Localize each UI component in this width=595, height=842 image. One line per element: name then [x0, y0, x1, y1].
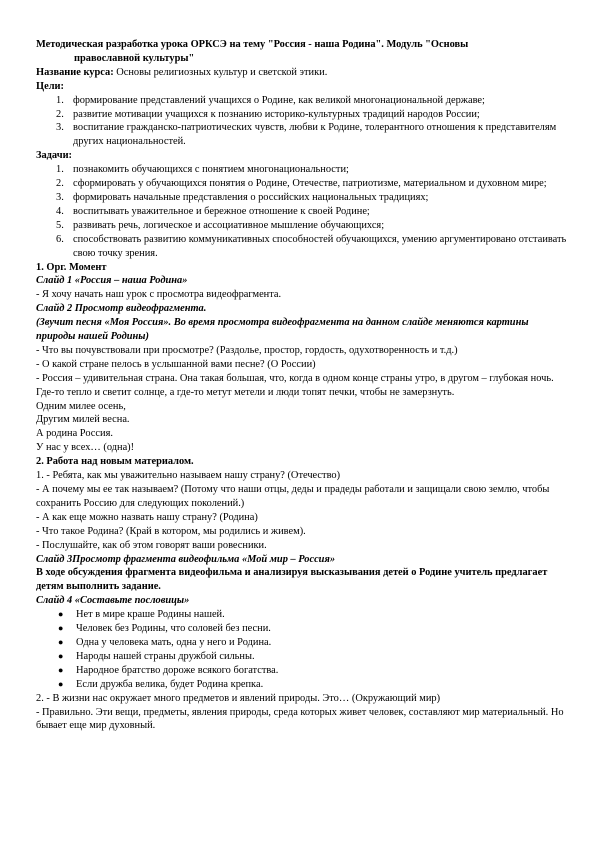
section-1-heading: 1. Орг. Момент [36, 261, 107, 273]
slide-4-heading: Слайд 4 «Составьте пословицы» [36, 595, 190, 607]
list-item [36, 650, 567, 664]
paragraph: - Что вы почувствовали при просмотре? (Раздолье, простор, гордость, одухотворенность и т.д.) [36, 344, 458, 356]
paragraph: - Послушайте, как об этом говорят ваши ровесники. [36, 539, 267, 551]
paragraph: - Я хочу начать наш урок с просмотра видеофрагмента. [36, 289, 282, 301]
proverbs-list [36, 608, 567, 691]
list-item [36, 608, 567, 622]
list-number: 1. [56, 164, 64, 176]
poem-line: Одним милее осень, [36, 400, 126, 412]
slide-2-heading: Слайд 2 Просмотр видеофрагмента. [36, 303, 207, 315]
tasks-heading: Задачи: [36, 150, 73, 162]
list-item-text: Нет в мире краше Родины нашей. [76, 609, 225, 621]
slide-2-note: (Звучит песня «Моя Россия». Во время просмотра видеофрагмента на данном слайде меняются картины природы нашей Родины) [36, 317, 529, 343]
list-item-text: Человек без Родины, что соловей без песни. [76, 623, 271, 635]
title-line-2: православной культуры" [74, 52, 195, 64]
list-number: 2. [56, 178, 64, 190]
poem-line: Другим милей весна. [36, 414, 130, 426]
list-item [36, 163, 567, 177]
paragraph: 2. - В жизни нас окружает много предметов и явлений природы. Это… (Окружающий мир) [36, 692, 441, 704]
bullet-icon: ● [58, 664, 64, 675]
paragraph: - Правильно. Эти вещи, предметы, явления природы, среда которых живет человек, составляют мир материальный. Но бывает еще мир духовный. [36, 706, 564, 732]
list-item [36, 664, 567, 678]
list-number: 2. [56, 108, 64, 120]
slide-1-heading: Слайд 1 «Россия – наша Родина» [36, 275, 188, 287]
list-item-text: развитие мотивации учащихся к познанию историко-культурных традиций народов России; [73, 108, 480, 120]
document-page [36, 38, 567, 733]
list-item-text: формировать начальные представления о российских национальных традициях; [73, 191, 429, 203]
list-number: 6. [56, 233, 64, 245]
list-item [36, 177, 567, 191]
bullet-icon: ● [58, 678, 64, 689]
list-item-text: познакомить обучающихся с понятием многонациональности; [73, 164, 349, 176]
bullet-icon: ● [58, 636, 64, 647]
list-item-text: сформировать у обучающихся понятия о Родине, Отечестве, патриотизме, материальном и духовном мире; [73, 178, 547, 190]
list-item-text: Народное братство дороже всякого богатства. [76, 664, 279, 676]
tasks-list [36, 163, 567, 260]
bullet-icon: ● [58, 623, 64, 634]
list-number: 4. [56, 205, 64, 217]
list-item-text: Народы нашей страны дружбой сильны. [76, 650, 255, 662]
paragraph: - О какой стране пелось в услышанной вами песне? (О России) [36, 358, 316, 370]
list-item [36, 233, 567, 261]
paragraph: 1. - Ребята, как мы уважительно называем нашу страну? (Отечество) [36, 470, 341, 482]
paragraph: - А почему мы ее так называем? (Потому что наши отцы, деды и прадеды работали и защищали свою землю, чтобы сохранить Россию для следующих поколений.) [36, 484, 550, 509]
bullet-icon: ● [58, 609, 64, 620]
paragraph: - А как еще можно назвать нашу страну? (Родина) [36, 511, 258, 523]
list-item-text: Одна у человека мать, одна у него и Родина. [76, 636, 272, 648]
list-item [36, 678, 567, 692]
course-value: Основы религиозных культур и светской этики. [113, 66, 328, 78]
list-item [36, 121, 567, 149]
course-label: Название курса: [36, 66, 114, 78]
discussion-paragraph: В ходе обсуждения фрагмента видеофильма и анализируя высказывания детей о Родине учитель предлагает детям выполнить задание. [36, 567, 548, 593]
list-item-text: способствовать развитию коммуникативных способностей обучающихся, умению аргументировано отстаивать свою точку зрения. [73, 233, 567, 259]
paragraph: - Россия – удивительная страна. Она такая большая, что, когда в одном конце страны утро, в другом – глубокая ночь. Где-то тепло и светит солнце, а где-то метут метели и люди топят печки, чтобы не замерзнуть. [36, 372, 554, 398]
title-line-1: Методическая разработка урока ОРКСЭ на тему "Россия - наша Родина". Модуль "Основы [36, 39, 469, 50]
list-item [36, 191, 567, 205]
goals-list [36, 94, 567, 150]
list-item [36, 108, 567, 122]
poem-line: А родина Россия. [36, 428, 113, 440]
list-number: 3. [56, 122, 64, 134]
list-item [36, 94, 567, 108]
section-2-heading: 2. Работа над новым материалом. [36, 456, 194, 468]
document-title [36, 38, 567, 66]
list-item-text: Если дружба велика, будет Родина крепка. [76, 678, 264, 690]
list-item [36, 622, 567, 636]
list-item-text: формирование представлений учащихся о Родине, как великой многонациональной державе; [73, 94, 485, 106]
poem-line: У нас у всех… (одна)! [36, 442, 135, 454]
list-item [36, 205, 567, 219]
list-number: 3. [56, 191, 64, 203]
bullet-icon: ● [58, 650, 64, 661]
paragraph: - Что такое Родина? (Край в котором, мы родились и живем). [36, 525, 306, 537]
course-line [36, 66, 567, 80]
goals-heading: Цели: [36, 80, 64, 92]
list-number: 1. [56, 94, 64, 106]
list-item [36, 219, 567, 233]
list-item-text: развивать речь, логическое и ассоциативное мышление обучающихся; [73, 219, 385, 231]
list-item [36, 636, 567, 650]
list-number: 5. [56, 219, 64, 231]
slide-3-heading: Слайд 3Просмотр фрагмента видеофильма «Мой мир – Россия» [36, 553, 336, 565]
list-item-text: воспитание гражданско-патриотических чувств, любви к Родине, толерантного отношения к представителям других национальностей. [73, 122, 557, 148]
list-item-text: воспитывать уважительное и бережное отношение к своей Родине; [73, 205, 370, 217]
